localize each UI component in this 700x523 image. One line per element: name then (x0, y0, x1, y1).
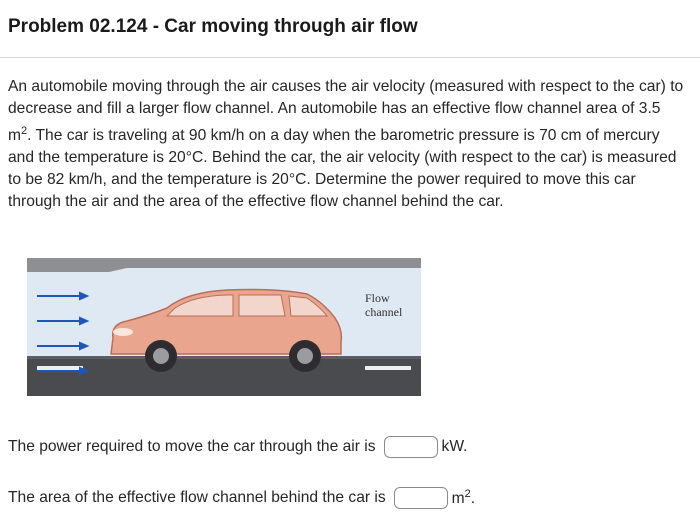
statement-part1: An automobile moving through the air causes the air velocity (measured with respect to the car) to decrease and fill a larger flow channel. An automobile has an effective flow channel area of 3.5 m (8, 78, 684, 145)
question-power-text: The power required to move the car through the air is (8, 438, 376, 455)
lane-dash (37, 366, 83, 370)
title-divider (0, 57, 700, 58)
flow-channel-label-line2: channel (365, 305, 403, 319)
power-answer-input[interactable] (384, 436, 438, 458)
statement-exponent: 2 (21, 125, 28, 137)
lane-dash (365, 366, 411, 370)
question-area (8, 487, 475, 509)
statement-part2: . The car is traveling at 90 km/h on a day when the barometric pressure is 70 cm of mercury and the temperature is 20°C. Behind the car, the air velocity (with respect to the car) is measured to be 82 km/h, and the temperature is 20°C. Determine the power required to move this car through the air and the area of the effective flow channel behind the car. (8, 127, 677, 211)
question-area-text: The area of the effective flow channel behind the car is (8, 489, 386, 506)
area-answer-input[interactable] (394, 487, 448, 509)
page-title: Problem 02.124 - Car moving through air flow (8, 16, 418, 37)
car-flow-figure (27, 258, 421, 396)
power-unit: kW. (441, 438, 468, 455)
question-power (8, 436, 468, 458)
road (27, 358, 421, 396)
flow-channel-label-line1: Flow (365, 291, 390, 305)
problem-statement (8, 76, 688, 213)
area-unit: $m^2$. (451, 487, 476, 508)
road-edge (27, 356, 421, 359)
